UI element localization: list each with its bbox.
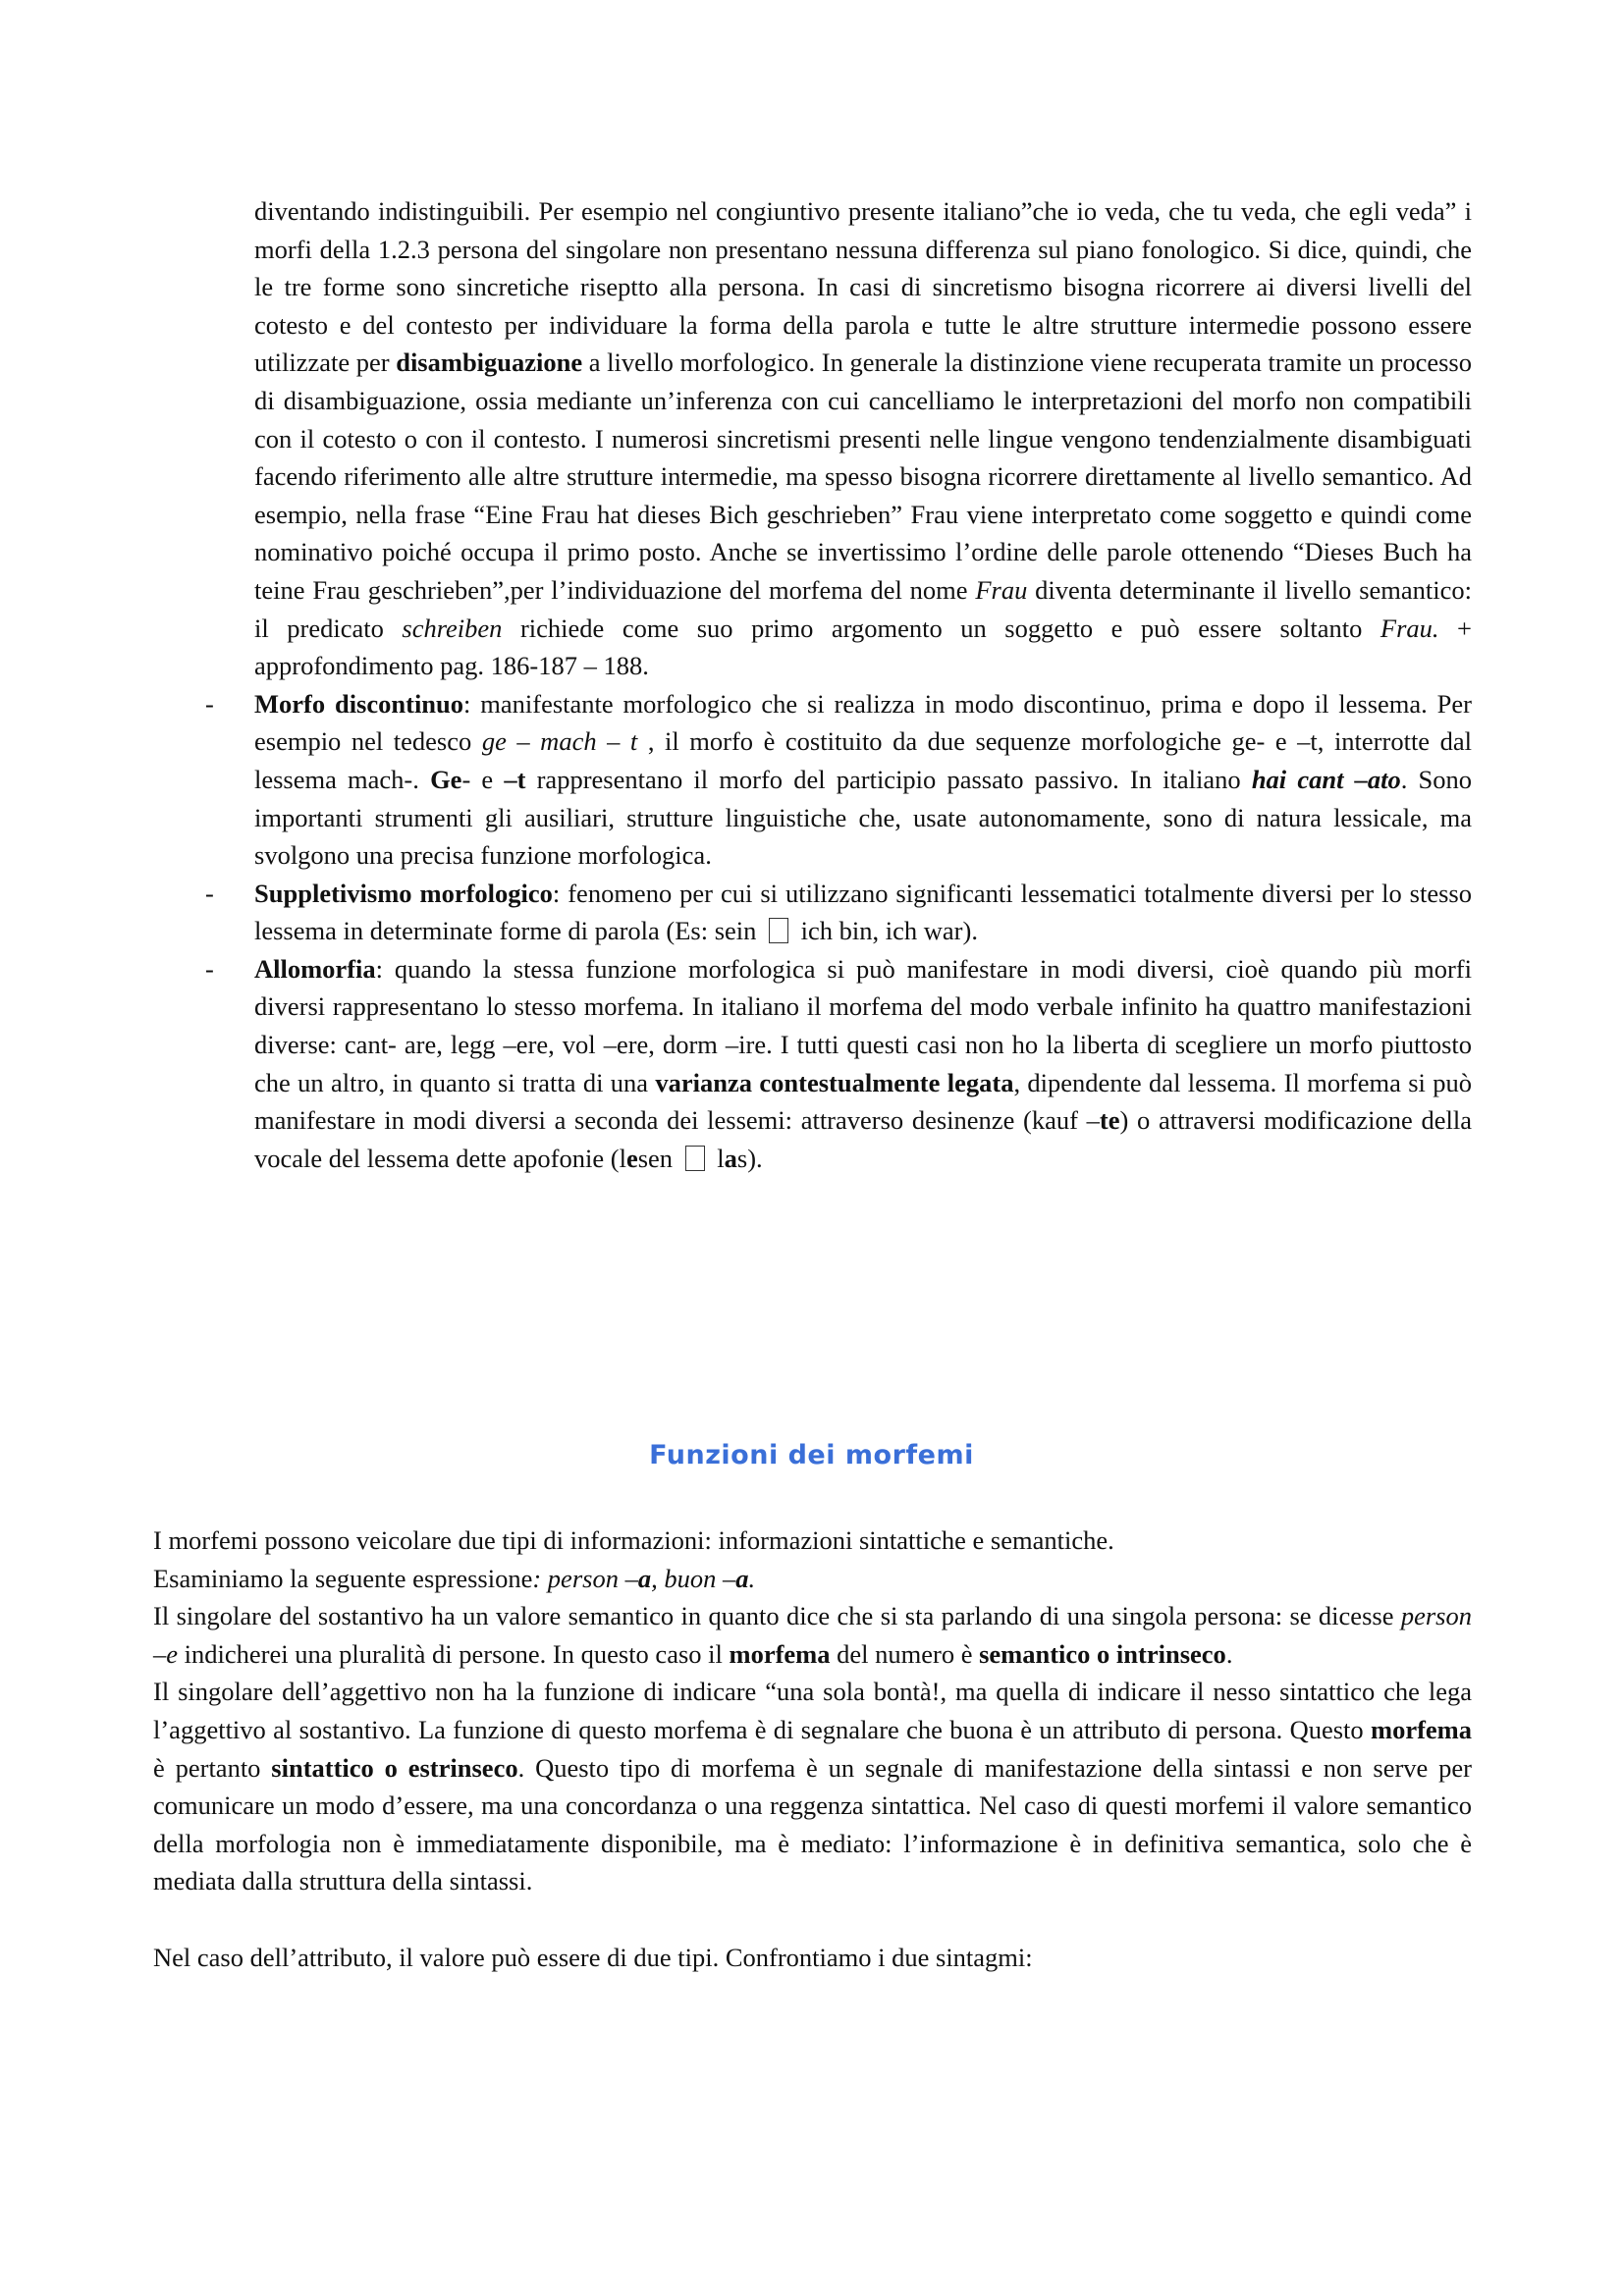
text-run: l	[710, 1143, 725, 1173]
text-run: diventa determinante il livello semantico: il predicato	[254, 574, 1472, 643]
body-paragraph	[153, 1560, 1472, 1598]
text-run: indicherei una pluralità di persone. In questo caso il	[178, 1638, 730, 1669]
text-run: I morfemi possono veicolare due tipi di informazioni: informazioni sintattiche e semantiche.	[153, 1525, 1114, 1555]
italic-term: , buon –	[651, 1563, 736, 1593]
bullet-list	[205, 685, 1472, 1178]
bold-italic-term: a	[735, 1563, 749, 1593]
text-run: s).	[736, 1143, 763, 1173]
text-run: : fenomeno per cui si utilizzano significanti lessematici totalmente diversi per lo stesso lessema in determinate forme di parola (Es: sein	[254, 878, 1472, 946]
italic-term: ge – mach – t	[481, 726, 638, 757]
text-run: del numero è	[830, 1638, 980, 1669]
text-run: .	[1225, 1638, 1233, 1669]
section-heading: Funzioni dei morfemi	[649, 1440, 974, 1470]
bold-term: morfema	[1371, 1714, 1472, 1744]
text-run: a livello morfologico. In generale la distinzione viene recuperata tramite un processo di disambiguazione, ossia mediante un’inferenza con cui cancelliamo le interpretazioni del morfo non compatibili con il cotesto o con il contesto. I numerosi sincretismi presenti nelle lingue vengono tendenzialmente disambiguati facendo riferimento alle altre strutture intermedie, ma spesso bisogna ricorrere direttamente al livello semantico. Ad esempio, nella frase “Eine Frau hat dieses Bich geschrieben” Frau viene interpretato come soggetto e quindi come nominativo poiché occupa il primo posto. Anche se invertissimo l’ordine delle parole ottenendo “Dieses Buch ha teine Frau geschrieben”,per l’individuazione del morfema del nome	[254, 347, 1472, 605]
list-dash: -	[205, 688, 214, 719]
bold-term: a	[724, 1143, 737, 1173]
text-run: ich bin, ich war).	[794, 916, 978, 946]
text-run: ) o attraversi modificazione della vocale del lessema dette apofonie (l	[254, 1105, 1472, 1173]
indented-block	[205, 192, 1473, 1177]
list-item	[205, 875, 1472, 950]
continuation-paragraph	[254, 192, 1472, 685]
text-run: + approfondimento pag. 186-187 – 188.	[254, 613, 1473, 681]
text-run: Esaminiamo la seguente espressione	[153, 1563, 533, 1593]
text-run: , il morfo è costituito da due sequenze morfologiche ge- e –t, interrotte dal lessema mach-.	[254, 726, 1472, 794]
bold-term: semantico o intrinseco	[979, 1638, 1226, 1669]
body-paragraph	[153, 1522, 1472, 1560]
text-run: - e	[461, 764, 505, 794]
bold-term: sintattico o estrinseco	[271, 1752, 518, 1783]
body-paragraphs	[153, 1522, 1472, 1976]
bold-term: –t	[504, 764, 526, 794]
bold-term: varianza contestualmente legata	[655, 1067, 1014, 1097]
bold-term: morfema	[729, 1638, 831, 1669]
bold-term: Morfo discontinuo	[254, 688, 464, 719]
text-run: rappresentano il morfo del participio passato passivo. In italiano	[525, 764, 1252, 794]
text-run: : quando la stessa funzione morfologica si può manifestare in modi diversi, cioè quando più morfi diversi rappresentano lo stesso morfema. In italiano il morfema del modo verbale infinito ha quattro manifestazioni diverse: cant- are, legg –ere, vol –ere, dorm –ire. I tutti questi casi non ho la liberta di scegliere un morfo piuttosto che un altro, in quanto si tratta di una	[254, 953, 1472, 1097]
bold-term: disambiguazione	[396, 347, 583, 378]
italic-term: Frau.	[1380, 613, 1439, 643]
missing-glyph-arrow-icon	[769, 918, 788, 943]
list-dash: -	[205, 878, 214, 908]
bold-term: Ge	[430, 764, 462, 794]
italic-term: : person –	[532, 1563, 638, 1593]
bold-italic-term: hai cant –ato	[1251, 764, 1401, 794]
body-paragraph	[153, 1597, 1472, 1673]
text-run: è pertanto	[153, 1752, 272, 1783]
text-run: . Questo tipo di morfema è un segnale di manifestazione della sintassi e non serve per comunicare un modo d’essere, ma una concordanza o una reggenza sintattica. Nel caso di questi morfemi il valore semantico della morfologia non è immediatamente disponibile, ma è mediato: l’informazione è in definitiva semantica, solo che è mediata dalla struttura della sintassi.	[153, 1752, 1472, 1896]
bold-term: Allomorfia	[254, 953, 376, 984]
text-run: : manifestante morfologico che si realizza in modo discontinuo, prima e dopo il lessema. Per esempio nel tedesco	[254, 688, 1472, 757]
text-run: Nel caso dell’attributo, il valore può essere di due tipi. Confrontiamo i due sintagmi:	[153, 1942, 1033, 1972]
blank-line	[153, 1900, 1472, 1939]
text-run: richiede come suo primo argomento un soggetto e può essere soltanto	[502, 613, 1380, 643]
bold-term: te	[1099, 1105, 1120, 1136]
list-item	[205, 950, 1472, 1178]
italic-term: person –e	[153, 1601, 1472, 1669]
body-paragraph	[153, 1939, 1472, 1977]
italic-term: Frau	[975, 574, 1028, 605]
text-run: diventando indistinguibili. Per esempio nel congiuntivo presente italiano”che io veda, che tu veda, che egli veda” i morfi della 1.2.3 persona del singolare non presentano nessuna differenza sul piano fonologico. Si dice, quindi, che le tre forme sono sincretiche riseptto alla persona. In casi di sincretismo bisogna ricorrere ai diversi livelli del cotesto e del contesto per individuare la forma della parola e tutte le altre strutture intermedie possono essere utilizzate per	[254, 196, 1472, 378]
body-paragraph	[153, 1673, 1472, 1900]
bold-italic-term: a	[637, 1563, 652, 1593]
italic-term: .	[748, 1563, 756, 1593]
text-run: . Sono importanti strumenti gli ausiliari, strutture linguistiche che, usate autonomamente, sono di natura lessicale, ma svolgono una precisa funzione morfologica.	[254, 764, 1472, 871]
bold-term: e	[625, 1143, 638, 1173]
list-dash: -	[205, 953, 214, 984]
missing-glyph-arrow-icon	[685, 1146, 705, 1171]
text-run: Il singolare del sostantivo ha un valore semantico in quanto dice che si sta parlando di una singola persona: se dicesse	[153, 1601, 1401, 1631]
italic-term: schreiben	[402, 613, 503, 643]
text-run: sen	[637, 1143, 679, 1173]
list-item	[205, 685, 1472, 875]
bold-term: Suppletivismo morfologico	[254, 878, 553, 908]
text-run: , dipendente dal lessema. Il morfema si può manifestare in modi diversi a seconda dei lessemi: attraverso desinenze (kauf –	[254, 1067, 1472, 1136]
text-run: Il singolare dell’aggettivo non ha la funzione di indicare “una sola bontà!, ma quella di indicare il nesso sintattico che lega l’aggettivo al sostantivo. La funzione di questo morfema è di segnalare che buona è un attributo di persona. Questo	[153, 1677, 1472, 1744]
